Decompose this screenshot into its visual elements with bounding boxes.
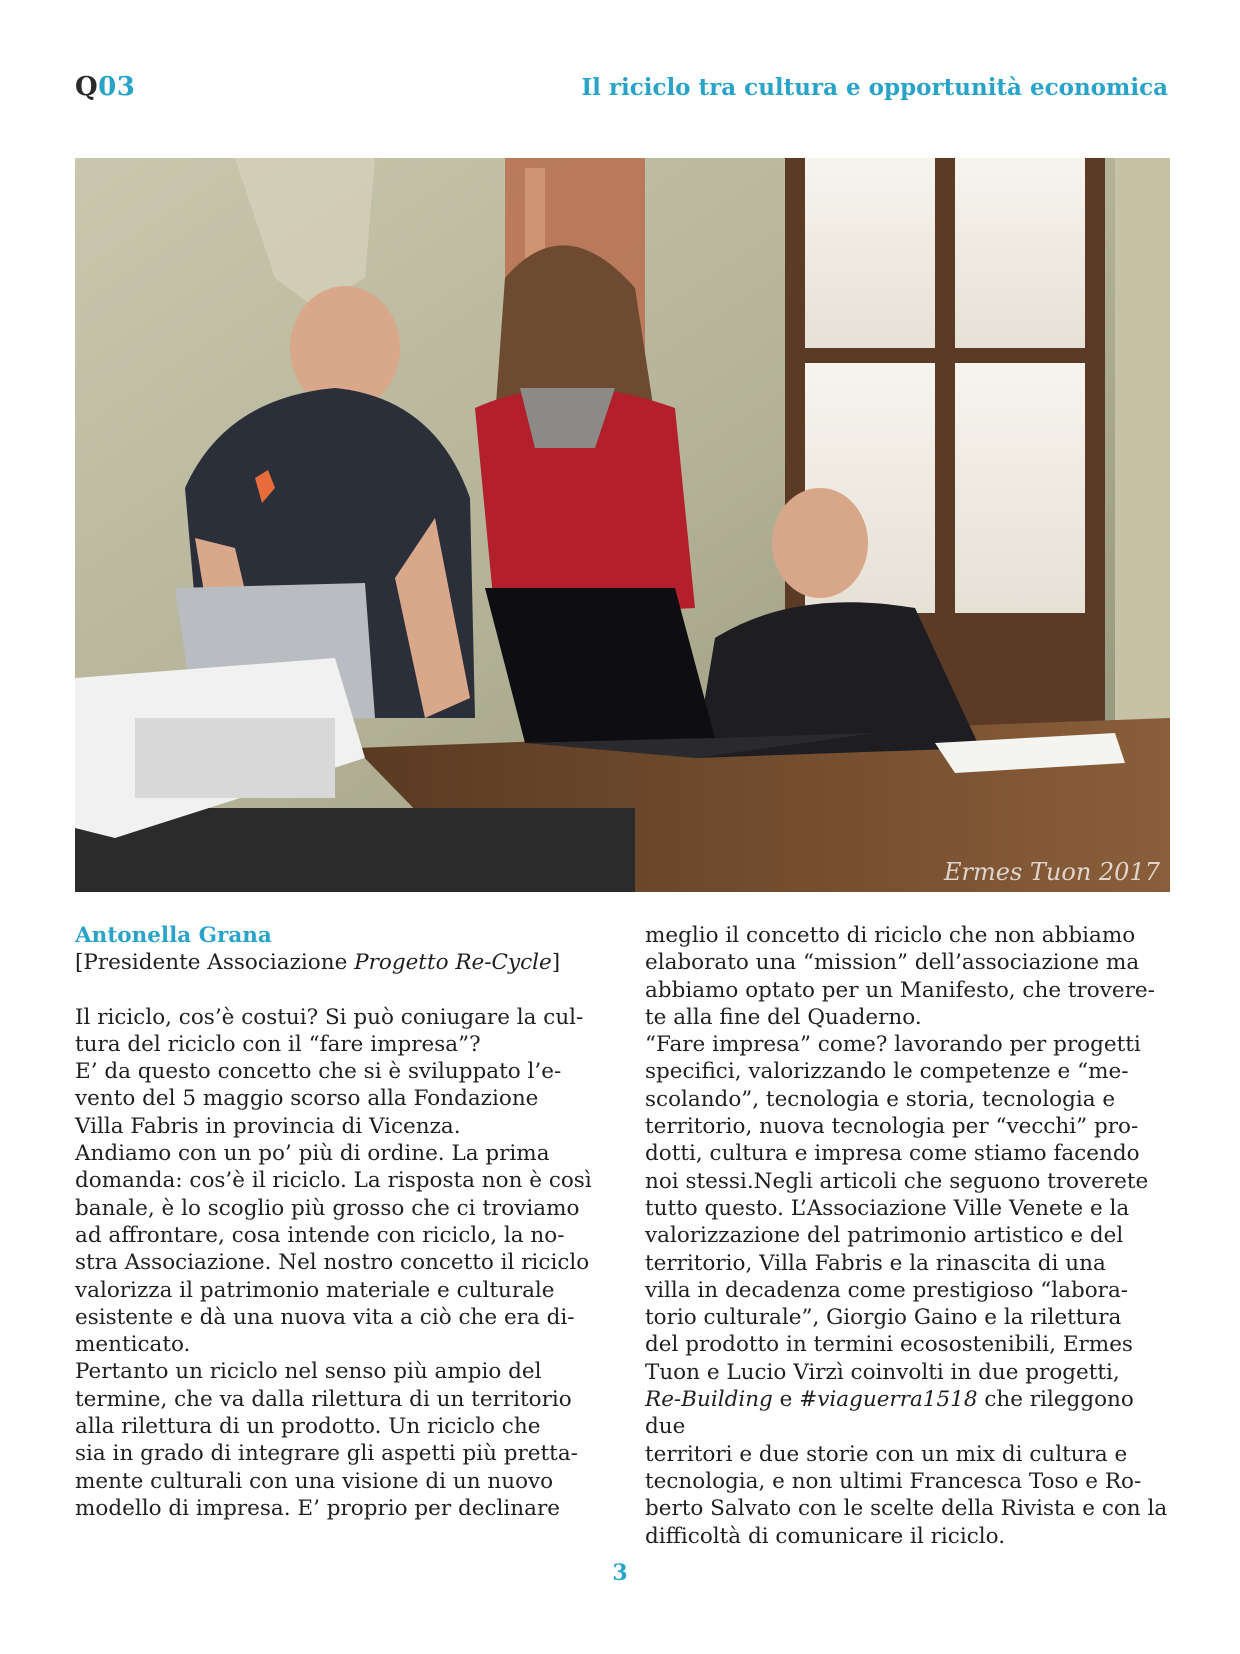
- body-line: difficoltà di comunicare il riciclo.: [645, 1523, 1006, 1549]
- wall-edge: [1115, 158, 1170, 758]
- author-name: Antonella Grana: [75, 923, 272, 948]
- author-role-project: Progetto Re-Cycle: [354, 950, 552, 976]
- body-line: vento del 5 maggio scorso alla Fondazione: [75, 1086, 539, 1112]
- body-line: te alla fine del Quaderno.: [645, 1004, 922, 1030]
- body-line: valorizzazione del patrimonio artistico e del: [645, 1223, 1124, 1249]
- body-line: villa in decadenza come prestigioso “labora-: [645, 1277, 1129, 1303]
- author-role: [75, 949, 603, 976]
- body-line: scolando”, tecnologia e storia, tecnologia e: [645, 1086, 1116, 1112]
- body-line: domanda: cos’è il riciclo. La risposta non è così: [75, 1168, 592, 1194]
- body-line: modello di impresa. E’ proprio per declinare: [75, 1495, 560, 1521]
- body-line-mixed: [645, 1386, 1173, 1441]
- laptop-black: [485, 588, 715, 743]
- body-line: berto Salvato con le scelte della Rivista e con la: [645, 1496, 1168, 1522]
- body-line: tecnologia, e non ultimi Francesca Toso e Ro-: [645, 1468, 1142, 1494]
- paragraph-gap: [75, 977, 603, 1004]
- project-name-rebuilding: Re-Building: [645, 1387, 773, 1413]
- left-column: [75, 922, 603, 1522]
- body-line: dotti, cultura e impresa come stiamo facendo: [645, 1141, 1140, 1167]
- body-line: abbiamo optato per un Manifesto, che trovere-: [645, 977, 1155, 1003]
- man-right-head: [772, 488, 868, 598]
- body-line: mente culturali con una visione di un nuovo: [75, 1468, 554, 1494]
- issue-number: 03: [98, 72, 136, 102]
- body-line: stra Associazione. Nel nostro concetto il riciclo: [75, 1250, 590, 1276]
- body-line: Villa Fabris in provincia di Vicenza.: [75, 1113, 461, 1139]
- projector-grille: [135, 718, 335, 798]
- article-photo: [75, 158, 1170, 892]
- window-pane: [805, 158, 935, 348]
- body-line: E’ da questo concetto che si è sviluppato l’e-: [75, 1059, 562, 1085]
- body-line: ad affrontare, cosa intende con riciclo, la no-: [75, 1222, 565, 1248]
- window-pane: [955, 158, 1085, 348]
- body-line: noi stessi.Negli articoli che seguono troverete: [645, 1168, 1149, 1194]
- body-line: territorio, nuova tecnologia per “vecchi” pro-: [645, 1114, 1139, 1140]
- body-line: del prodotto in termini ecosostenibili, Ermes: [645, 1332, 1133, 1358]
- line-tail: che rileggono due: [645, 1387, 1134, 1440]
- section-title: Il riciclo tra cultura e opportunità economica: [581, 74, 1168, 101]
- body-line: tutto questo. L’Associazione Ville Venete e la: [645, 1195, 1130, 1221]
- body-line: termine, che va dalla rilettura di un territorio: [75, 1386, 572, 1412]
- photo-illustration: [75, 158, 1170, 892]
- body-line: Tuon e Lucio Virzì coinvolti in due progetti,: [645, 1359, 1120, 1385]
- body-line: Andiamo con un po’ più di ordine. La prima: [75, 1141, 550, 1167]
- body-line: torio culturale”, Giorgio Gaino e la rilettura: [645, 1305, 1122, 1331]
- body-line: elaborato una “mission” dell’associazione ma: [645, 950, 1140, 976]
- body-line: valorizza il patrimonio materiale e culturale: [75, 1277, 555, 1303]
- body-line: specifici, valorizzando le competenze e “me-: [645, 1059, 1129, 1085]
- body-line: esistente e dà una nuova vita a ciò che era di-: [75, 1304, 575, 1330]
- body-line: Pertanto un riciclo nel senso più ampio del: [75, 1359, 542, 1385]
- page-number: 3: [612, 1560, 628, 1586]
- body-line: territorio, Villa Fabris e la rinascita di una: [645, 1250, 1106, 1276]
- body-line: sia in grado di integrare gli aspetti più pretta-: [75, 1441, 578, 1467]
- author-role-suffix: ]: [551, 950, 561, 976]
- right-column: [645, 922, 1173, 1550]
- author-role-prefix: [Presidente Associazione: [75, 950, 355, 976]
- body-line: alla rilettura di un prodotto. Un riciclo che: [75, 1414, 541, 1440]
- body-line: meglio il concetto di riciclo che non abbiamo: [645, 923, 1136, 948]
- photo-watermark: Ermes Tuon 2017: [944, 858, 1160, 886]
- body-line: Il riciclo, cos’è costui? Si può coniugare la cul-: [75, 1004, 584, 1030]
- issue-label: [75, 72, 135, 102]
- conjunction: e: [772, 1387, 800, 1413]
- body-line: tura del riciclo con il “fare impresa”?: [75, 1031, 481, 1057]
- window-pane: [955, 363, 1085, 613]
- body-line: “Fare impresa” come? lavorando per progetti: [645, 1032, 1141, 1058]
- project-name-viaguerra: #viaguerra1518: [799, 1387, 978, 1413]
- body-line: banale, è lo scoglio più grosso che ci troviamo: [75, 1195, 580, 1221]
- body-line: territori e due storie con un mix di cultura e: [645, 1441, 1128, 1467]
- issue-prefix: Q: [75, 72, 99, 102]
- body-line: menticato.: [75, 1332, 191, 1358]
